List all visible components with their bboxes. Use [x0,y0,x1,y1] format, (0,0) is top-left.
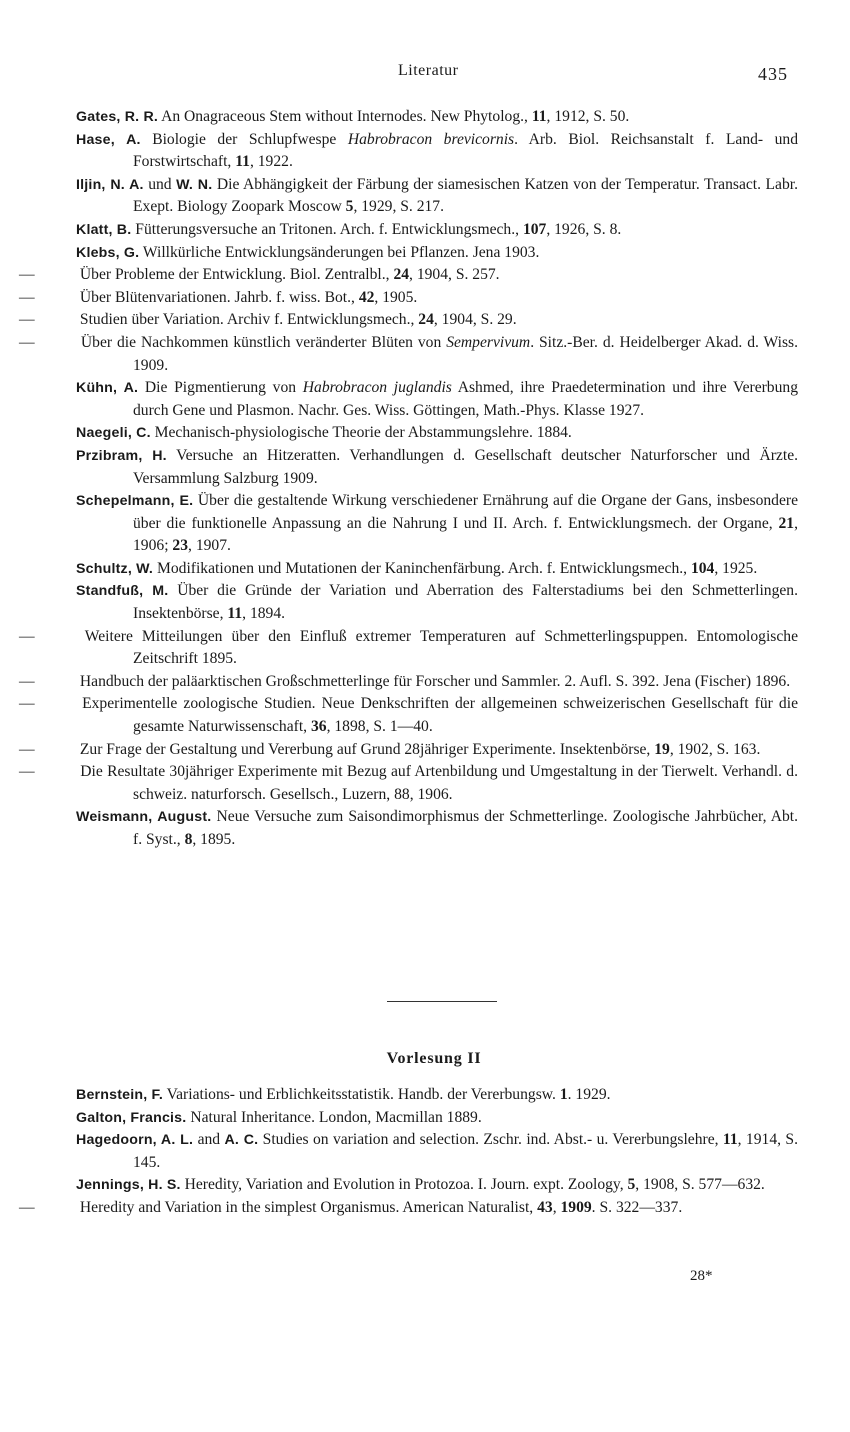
reference-text: Variations- und Erblichkeitsstatistik. Handb. der Vererbungsw. [162,1086,560,1103]
reference-italic-title: Habrobracon juglandis [302,379,452,397]
reference-text: , 1894. [242,605,286,623]
reference-author: Hase, A. [76,131,141,148]
reference-author: Schepelmann, E. [76,493,194,510]
reference-text: Studien über Variation. Archiv f. Entwicklungsmech., [76,311,419,329]
reference-volume: 107 [522,220,547,238]
reference-entry: — Studien über Variation. Archiv f. Entwicklungsmech., 24, 1904, S. 29. [19,311,517,329]
reference-text: Die Abhängigkeit der Färbung der siamesischen Katzen von der Temperatur. Transact. Labr. Exept. Biology Zoopark Moscow [133,175,798,216]
reference-text: , 1906; [133,514,798,555]
reference-text: Versuche an Hitzeratten. Verhandlungen d. Gesellschaft deutscher Naturforscher und Ärzte. Versammlung Salzburg 1909. [133,446,799,487]
reference-entry [76,106,798,129]
reference-author: Iljin, N. A. [76,176,144,193]
reference-author: Hagedoorn, A. L. [76,1132,194,1149]
reference-text: Heredity and Variation in the simplest Organismus. American Naturalist, [76,1198,538,1216]
reference-author: Przibram, H. [76,447,167,464]
reference-volume: 43 [537,1198,553,1216]
reference-text: Mechanisch-physiologische Theorie der Abstammungslehre. 1884. [150,424,572,442]
reference-entry [76,1129,798,1174]
reference-text: , 1895. [192,831,236,848]
reference-entry [76,129,798,174]
reference-entry: — Die Resultate 30jähriger Experimente mit Bezug auf Artenbildung und Umgestaltung in der Tierwelt. Verhandl. d. schweiz. naturforsch. Gesellsch., Luzern, 88, 1906. [19,763,798,803]
reference-conjunction: und [143,175,177,193]
reference-text: Weitere Mitteilungen über den Einfluß extremer Temperaturen auf Schmetterlingspuppen. Entomologische Zeitschrift 1895. [76,627,798,668]
reference-volume: 36 [310,718,327,736]
reference-text: Über die gestaltende Wirkung verschiedener Ernährung auf die Organe der Gans, insbesondere über die funktionelle Anpassung an die Nahrung I und II. Arch. f. Entwicklungsmech. der Organe, [133,492,798,532]
reference-entry [76,242,798,265]
reference-author: Galton, Francis. [76,1109,187,1126]
reference-volume: 11 [227,605,243,623]
reference-entry [76,1107,798,1130]
reference-text: , 1904, S. 29. [433,311,517,329]
reference-entry [76,174,798,219]
reference-text: , 1925. [714,559,758,577]
reference-text: Handbuch der paläarktischen Großschmetterlinge für Forscher und Sammler. 2. Aufl. S. 392. Jena (Fischer) 1896. [76,672,791,690]
reference-coauthor: A. C. [224,1132,259,1149]
reference-volume: 24 [418,311,434,329]
reference-conjunction: and [193,1131,225,1149]
reference-text: Biologie der Schlupfwespe [140,130,348,148]
reference-text: Über die Nachkommen künstlich veränderter Blüten von [76,333,447,351]
reference-entry: — Über Probleme der Entwicklung. Biol. Zentralbl., 24, 1904, S. 257. [19,266,500,284]
reference-entry [76,1084,798,1107]
reference-text: , 1912, S. 50. [546,108,630,125]
reference-text: Die Resultate 30jähriger Experimente mit Bezug auf Artenbildung und Umgestaltung in der Tierwelt. Verhandl. d. schweiz. naturforsch. Gesellsch., Luzern, 88, 1906. [76,763,798,803]
reference-text: Studies on variation and selection. Zschr. ind. Abst.- u. Vererbungslehre, [258,1131,723,1149]
reference-entry [76,377,798,422]
reference-volume: 1 [559,1086,568,1103]
reference-entry: — Zur Frage der Gestaltung und Vererbung auf Grund 28jähriger Experimente. Insektenbörse, 19, 1902, S. 163. [19,740,761,758]
reference-text: . Arb. Biol. Reichsanstalt f. Land- und Forstwirtschaft, [133,130,799,171]
reference-volume: 21 [778,514,795,532]
reference-entry: — Weitere Mitteilungen über den Einfluß extremer Temperaturen auf Schmetterlingspuppen. Entomologische Zeitschrift 1895. [19,627,798,668]
reference-entry: — Über Blütenvariationen. Jahrb. f. wiss. Bot., 42, 1905. [19,288,418,306]
section-heading: Vorlesung II [386,1050,482,1067]
reference-text: , [552,1198,561,1216]
reference-text: Neue Versuche zum Saisondimorphismus der Schmetterlinge. Zoologische Jahrbücher, Abt. f. Syst., [133,808,798,848]
reference-text: , 1898, S. 1—40. [326,718,433,736]
reference-volume: 5 [345,198,354,216]
reference-text: , 1902, S. 163. [669,740,761,758]
reference-author: Gates, R. R. [76,109,159,125]
reference-volume: 11 [722,1131,738,1149]
reference-volume: 24 [393,266,410,284]
reference-volume: 19 [654,740,670,758]
reference-volume: 104 [690,559,715,577]
reference-entry: — Experimentelle zoologische Studien. Neue Denkschriften der allgemeinen schweizerischen Gesellschaft für die gesamte Naturwissenschaft, 36, 1898, S. 1—40. [19,695,798,736]
reference-author: Klebs, G. [76,244,140,261]
reference-author: Klatt, B. [76,221,132,238]
reference-text: , 1929, S. 217. [353,198,444,216]
signature-mark: 28* [690,1268,713,1284]
reference-coauthor: W. N. [176,176,213,193]
reference-author: Weismann, August. [76,809,212,826]
reference-author: Standfuß, M. [76,583,169,600]
reference-text: Natural Inheritance. London, Macmillan 1889. [186,1108,482,1126]
reference-author: Naegeli, C. [76,425,151,442]
reference-volume: 11 [235,153,250,171]
page-number: 435 [758,64,788,84]
reference-text: Über Blütenvariationen. Jahrb. f. wiss. Bot., [76,288,359,306]
reference-text: Zur Frage der Gestaltung und Vererbung auf Grund 28jähriger Experimente. Insektenbörse, [76,740,655,758]
reference-text: Fütterungsversuche an Tritonen. Arch. f. Entwicklungsmech., [131,220,523,238]
reference-entry [76,806,798,851]
reference-text: . 1929. [567,1086,611,1103]
reference-entry: — Heredity and Variation in the simplest Organismus. American Naturalist, 43, 1909. S. 322—337. [19,1198,683,1216]
reference-text: Die Pigmentierung von [138,379,303,397]
reference-volume: 5 [627,1176,636,1194]
reference-entry [76,558,798,581]
reference-volume: 8 [184,831,193,848]
reference-author: Schultz, W. [76,560,154,577]
reference-text: Willkürliche Entwicklungsänderungen bei Pflanzen. Jena 1903. [139,243,540,261]
reference-entry [76,580,798,625]
page-header [0,62,850,88]
reference-italic-title: Sempervivum [446,333,531,351]
reference-entry [76,422,798,445]
reference-entry: — Handbuch der paläarktischen Großschmetterlinge für Forscher und Sammler. 2. Aufl. S. 392. Jena (Fischer) 1896. [19,672,791,690]
section-divider [387,1001,497,1002]
reference-text: Heredity, Variation and Evolution in Protozoa. I. Journ. expt. Zoology, [180,1176,628,1194]
reference-volume: 1909 [560,1198,592,1216]
reference-text: , 1926, S. 8. [546,220,622,238]
reference-entry: — Über die Nachkommen künstlich veränderter Blüten von Sempervivum. Sitz.-Ber. d. Heidelberger Akad. d. Wiss. 1909. [19,333,798,374]
reference-volume: 11 [531,108,547,125]
reference-list-vorlesung-ii [19,1084,798,1220]
reference-author: Kühn, A. [76,380,139,397]
reference-volume: 23 [172,537,189,555]
reference-author: Bernstein, F. [76,1087,163,1103]
reference-text: Ashmed, ihre Praedetermination und ihre Vererbung durch Gene und Plasmon. Nachr. Ges. Wiss. Göttingen, Math.-Phys. Klasse 1927. [133,379,798,419]
reference-text: Über Probleme der Entwicklung. Biol. Zentralbl., [76,266,394,284]
reference-author: Jennings, H. S. [76,1177,181,1194]
reference-volume: 42 [358,288,375,306]
reference-text: , 1905. [374,288,418,306]
reference-text: Experimentelle zoologische Studien. Neue Denkschriften der allgemeinen schweizerischen Gesellschaft für die gesamte Naturwissenschaft, [76,695,798,736]
reference-text: , 1904, S. 257. [409,266,500,284]
reference-entry [76,445,798,490]
reference-text: , 1914, S. 145. [133,1131,798,1171]
reference-italic-title: Habrobracon brevicornis [347,130,515,148]
reference-text: , 1907. [188,537,231,555]
reference-entry [76,1174,798,1197]
reference-text: Modifikationen und Mutationen der Kaninchenfärbung. Arch. f. Entwicklungsmech., [153,559,691,577]
reference-text: An Onagraceous Stem without Internodes. New Phytolog., [158,108,532,125]
reference-text: , 1922. [249,153,293,171]
reference-text: . S. 322—337. [591,1198,683,1216]
reference-entry [76,490,798,558]
reference-text: Über die Gründe der Variation und Aberration des Falterstadiums bei den Schmetterlingen. Insektenbörse, [133,582,798,623]
reference-text: , 1908, S. 577—632. [635,1176,765,1194]
running-title: Literatur [398,62,459,79]
reference-entry [76,219,798,242]
reference-list-literatur [19,106,799,852]
reference-text: . Sitz.-Ber. d. Heidelberger Akad. d. Wiss. 1909. [133,333,798,374]
